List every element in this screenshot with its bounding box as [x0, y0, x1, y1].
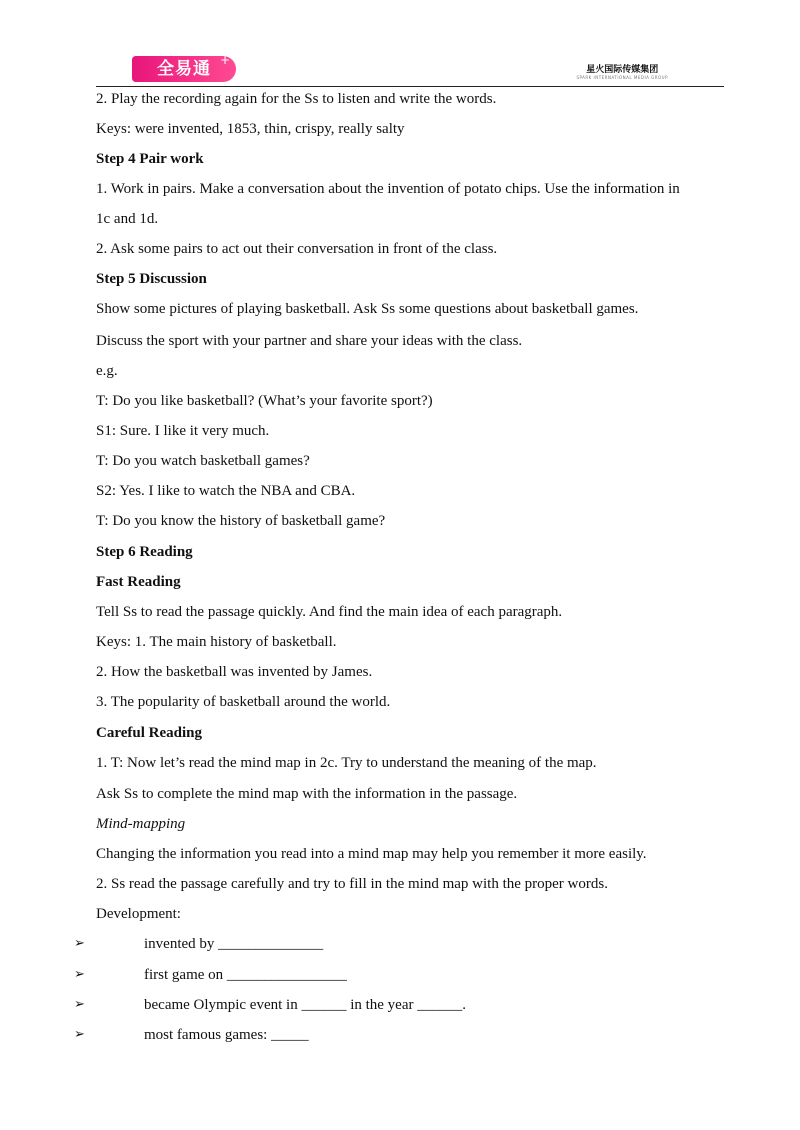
arrow-bullet-icon: ➢: [74, 997, 85, 1012]
dialogue-line: S1: Sure. I like it very much.: [96, 423, 270, 439]
header-rule: [96, 86, 724, 87]
logo: [132, 53, 236, 82]
bullet-item: first game on ________________: [144, 967, 347, 983]
text-line: Discuss the sport with your partner and share your ideas with the class.: [96, 333, 523, 349]
brand-name-en: SPARK INTERNATIONAL MEDIA GROUP: [576, 75, 668, 80]
text-line: 3. The popularity of basketball around the world.: [96, 694, 391, 710]
section-heading: Step 5 Discussion: [96, 271, 207, 287]
sub-heading: Careful Reading: [96, 725, 202, 741]
text-line: Ask Ss to complete the mind map with the information in the passage.: [96, 786, 518, 802]
brand-mark: [576, 62, 668, 80]
text-line: Keys: were invented, 1853, thin, crispy, really salty: [96, 121, 405, 137]
text-line: 2. Ask some pairs to act out their conversation in front of the class.: [96, 241, 498, 257]
bullet-item: became Olympic event in ______ in the year ______.: [144, 997, 466, 1013]
text-line: 1. Work in pairs. Make a conversation about the invention of potato chips. Use the information in: [96, 181, 680, 197]
page-header: [96, 52, 724, 88]
logo-text: 全易通: [157, 59, 211, 79]
brand-name-cn: 星火国际传媒集团: [586, 65, 659, 75]
dialogue-line: T: Do you like basketball? (What’s your favorite sport?): [96, 393, 433, 409]
text-line: Keys: 1. The main history of basketball.: [96, 634, 337, 650]
dialogue-line: S2: Yes. I like to watch the NBA and CBA.: [96, 483, 356, 499]
text-line: 2. How the basketball was invented by James.: [96, 664, 373, 680]
text-line: 1. T: Now let’s read the mind map in 2c. Try to understand the meaning of the map.: [96, 755, 597, 771]
arrow-bullet-icon: ➢: [74, 1027, 85, 1042]
arrow-bullet-icon: ➢: [74, 936, 85, 951]
section-heading: Step 4 Pair work: [96, 151, 204, 167]
dialogue-line: T: Do you watch basketball games?: [96, 453, 310, 469]
bullet-item: invented by ______________: [144, 936, 324, 952]
text-line: 2. Ss read the passage carefully and try to fill in the mind map with the proper words.: [96, 876, 608, 892]
text-line: Tell Ss to read the passage quickly. And find the main idea of each paragraph.: [96, 604, 563, 620]
bullet-item: most famous games: _____: [144, 1027, 309, 1043]
italic-term: Mind-mapping: [96, 816, 186, 832]
logo-plus-icon: +: [220, 53, 231, 67]
text-line: e.g.: [96, 363, 118, 379]
text-line: 2. Play the recording again for the Ss to listen and write the words.: [96, 91, 497, 107]
arrow-bullet-icon: ➢: [74, 967, 85, 982]
text-line: Show some pictures of playing basketball. Ask Ss some questions about basketball games.: [96, 301, 639, 317]
text-line: 1c and 1d.: [96, 211, 159, 227]
text-line: Development:: [96, 906, 181, 922]
text-line: Changing the information you read into a mind map may help you remember it more easily.: [96, 846, 647, 862]
dialogue-line: T: Do you know the history of basketball game?: [96, 513, 386, 529]
section-heading: Step 6 Reading: [96, 544, 193, 560]
sub-heading: Fast Reading: [96, 574, 181, 590]
